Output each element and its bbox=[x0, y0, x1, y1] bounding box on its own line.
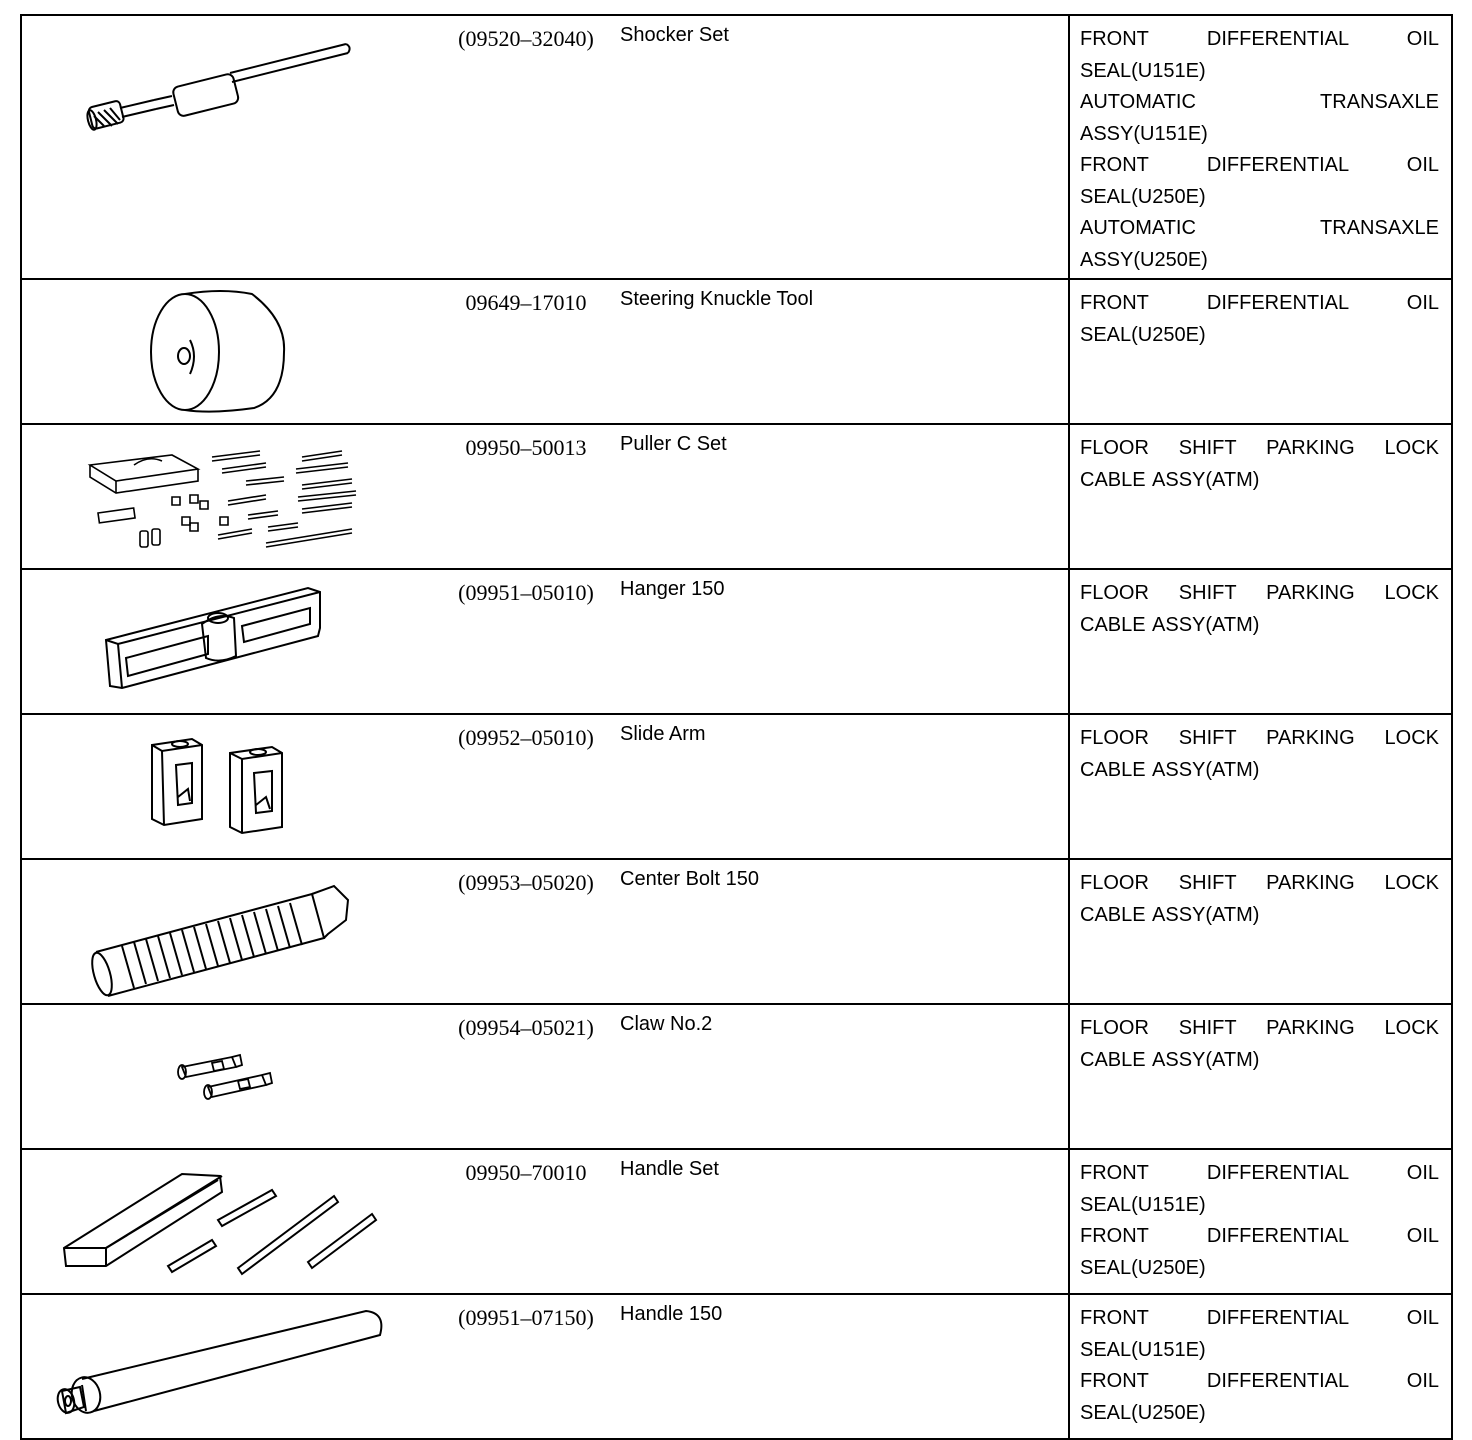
slide-hammer-icon bbox=[22, 16, 422, 278]
usage-line-continuation: CABLE ASSY(ATM) bbox=[1080, 468, 1260, 491]
usage-line: FRONT DIFFERENTIAL OIL bbox=[1080, 1225, 1439, 1247]
tool-info-cell bbox=[21, 15, 1069, 279]
usage-line-continuation: CABLE ASSY(ATM) bbox=[1080, 1048, 1260, 1071]
tool-row bbox=[21, 569, 1452, 714]
usage-line: FLOOR SHIFT PARKING LOCK bbox=[1080, 727, 1439, 749]
tool-name: Center Bolt 150 bbox=[620, 868, 759, 890]
claw-pins-icon bbox=[22, 1005, 422, 1148]
part-number: (09954–05021) bbox=[458, 1015, 594, 1040]
part-number: 09649–17010 bbox=[465, 290, 587, 315]
cylinder-tool-icon bbox=[22, 280, 422, 423]
usage-line: FRONT DIFFERENTIAL OIL bbox=[1080, 1162, 1439, 1184]
usage-line-continuation: SEAL(U250E) bbox=[1080, 185, 1206, 208]
tool-name: Steering Knuckle Tool bbox=[620, 288, 814, 310]
part-number: 09950–70010 bbox=[465, 1160, 587, 1185]
tool-name: Hanger 150 bbox=[620, 578, 725, 600]
tool-row bbox=[21, 714, 1452, 859]
usage-line: FRONT DIFFERENTIAL OIL bbox=[1080, 154, 1439, 176]
usage-line: FLOOR SHIFT PARKING LOCK bbox=[1080, 1017, 1439, 1039]
tool-name: Puller C Set bbox=[620, 433, 727, 455]
tool-info-cell bbox=[21, 569, 1069, 714]
tool-name: Slide Arm bbox=[620, 723, 706, 745]
usage-line: AUTOMATIC TRANSAXLE bbox=[1080, 217, 1439, 239]
usage-cell bbox=[1069, 15, 1452, 279]
usage-line-continuation: CABLE ASSY(ATM) bbox=[1080, 613, 1260, 636]
usage-line-continuation: ASSY(U250E) bbox=[1080, 248, 1208, 271]
usage-cell bbox=[1069, 1294, 1452, 1439]
usage-line: FRONT DIFFERENTIAL OIL bbox=[1080, 1370, 1439, 1392]
tool-info-cell bbox=[21, 1294, 1069, 1439]
tool-name: Handle 150 bbox=[620, 1303, 723, 1325]
tool-name: Handle Set bbox=[620, 1158, 719, 1180]
special-service-tools-table bbox=[20, 14, 1453, 1440]
usage-line-continuation: SEAL(U151E) bbox=[1080, 1338, 1206, 1361]
tool-info-cell bbox=[21, 1149, 1069, 1294]
usage-line-continuation: SEAL(U250E) bbox=[1080, 1256, 1206, 1279]
usage-line-continuation: CABLE ASSY(ATM) bbox=[1080, 903, 1260, 926]
usage-line: FLOOR SHIFT PARKING LOCK bbox=[1080, 582, 1439, 604]
usage-line-continuation: SEAL(U151E) bbox=[1080, 59, 1206, 82]
tool-row bbox=[21, 859, 1452, 1004]
usage-line: FRONT DIFFERENTIAL OIL bbox=[1080, 1307, 1439, 1329]
tool-row bbox=[21, 279, 1452, 424]
usage-cell bbox=[1069, 859, 1452, 1004]
part-number: (09952–05010) bbox=[458, 725, 594, 750]
usage-cell bbox=[1069, 1004, 1452, 1149]
usage-line-continuation: CABLE ASSY(ATM) bbox=[1080, 758, 1260, 781]
tool-info-cell bbox=[21, 859, 1069, 1004]
usage-line: AUTOMATIC TRANSAXLE bbox=[1080, 91, 1439, 113]
puller-set-icon bbox=[22, 425, 422, 568]
usage-line: FRONT DIFFERENTIAL OIL bbox=[1080, 292, 1439, 314]
tool-info-cell bbox=[21, 714, 1069, 859]
usage-line: FLOOR SHIFT PARKING LOCK bbox=[1080, 437, 1439, 459]
usage-line-continuation: SEAL(U151E) bbox=[1080, 1193, 1206, 1216]
part-number: (09520–32040) bbox=[458, 26, 594, 51]
tool-info-cell bbox=[21, 1004, 1069, 1149]
usage-line-continuation: ASSY(U151E) bbox=[1080, 122, 1208, 145]
tool-name: Shocker Set bbox=[620, 24, 729, 46]
usage-cell bbox=[1069, 424, 1452, 569]
tool-info-cell bbox=[21, 424, 1069, 569]
handle-rod-icon bbox=[22, 1295, 422, 1438]
usage-line-continuation: SEAL(U250E) bbox=[1080, 1401, 1206, 1424]
tool-info-cell bbox=[21, 279, 1069, 424]
part-number: (09953–05020) bbox=[458, 870, 594, 895]
usage-cell bbox=[1069, 714, 1452, 859]
slide-arm-icon bbox=[22, 715, 422, 858]
threaded-bolt-icon bbox=[22, 860, 422, 1003]
sst-table-frame bbox=[20, 14, 1451, 1422]
tool-row bbox=[21, 15, 1452, 279]
handle-set-icon bbox=[22, 1150, 422, 1293]
usage-cell bbox=[1069, 279, 1452, 424]
tool-row bbox=[21, 1294, 1452, 1439]
usage-line: FRONT DIFFERENTIAL OIL bbox=[1080, 28, 1439, 50]
usage-cell bbox=[1069, 1149, 1452, 1294]
hanger-bar-icon bbox=[22, 570, 422, 713]
usage-line-continuation: SEAL(U250E) bbox=[1080, 323, 1206, 346]
usage-line: FLOOR SHIFT PARKING LOCK bbox=[1080, 872, 1439, 894]
tool-row bbox=[21, 424, 1452, 569]
tool-name: Claw No.2 bbox=[620, 1013, 713, 1035]
part-number: 09950–50013 bbox=[465, 435, 587, 460]
usage-cell bbox=[1069, 569, 1452, 714]
tool-row bbox=[21, 1004, 1452, 1149]
tool-row bbox=[21, 1149, 1452, 1294]
part-number: (09951–05010) bbox=[458, 580, 594, 605]
part-number: (09951–07150) bbox=[458, 1305, 594, 1330]
